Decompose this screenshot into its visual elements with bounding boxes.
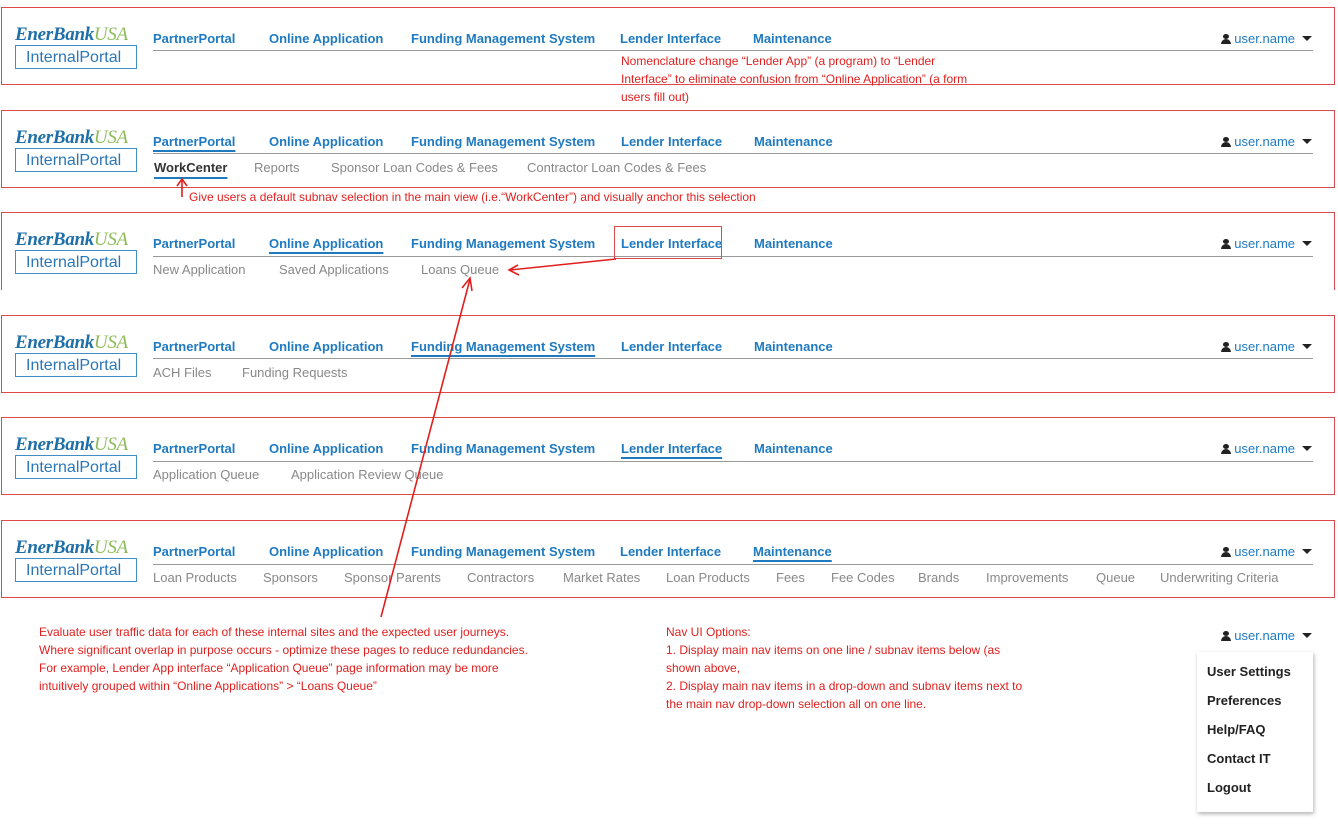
- note-nav-options: Nav UI Options: 1. Display main nav items on one line / subnav items below (as shown above, 2. Display main nav items in a drop-down and subnav items next to the main nav drop-down selection all on one line.: [666, 625, 1023, 711]
- logo-brand-suffix: USA: [93, 127, 128, 148]
- subnav-sponsor-loan-codes[interactable]: Sponsor Loan Codes & Fees: [331, 160, 498, 175]
- logo-brand-suffix: USA: [93, 434, 128, 455]
- nav-partner-portal[interactable]: PartnerPortal: [153, 31, 236, 46]
- nav-funding-management[interactable]: Funding Management System: [411, 441, 596, 456]
- logo-brand-suffix: USA: [93, 229, 128, 250]
- menu-item-contact-it[interactable]: Contact IT: [1207, 751, 1271, 766]
- subnav-new-application[interactable]: New Application: [153, 262, 246, 277]
- subnav-market-rates[interactable]: Market Rates: [563, 570, 641, 585]
- nav-funding-management[interactable]: Funding Management System: [411, 339, 596, 354]
- logo-subtitle: InternalPortal: [15, 148, 137, 172]
- nav-partner-portal[interactable]: PartnerPortal: [153, 134, 236, 149]
- arrow-evaluate-to-loans-queue: [381, 279, 470, 617]
- logo-brand-suffix: USA: [93, 332, 128, 353]
- logo-brand: EnerBank: [15, 229, 94, 250]
- note-evaluate-traffic: Evaluate user traffic data for each of these internal sites and the expected user journeys. Where significant overlap in purpose occurs - optimize these pages to reduce redundancies. For example, Lender App interface “Application Queue” page information may be more intuitively grouped within “Online Applications” > “Loans Queue”: [39, 625, 528, 693]
- subnav-loan-products-2[interactable]: Loan Products: [666, 570, 750, 585]
- nav-online-application[interactable]: Online Application: [269, 339, 384, 354]
- subnav-contractors[interactable]: Contractors: [467, 570, 535, 585]
- logo-brand: EnerBank: [15, 127, 94, 148]
- nav-lender-interface[interactable]: Lender Interface: [621, 339, 723, 354]
- logo-brand: EnerBank: [15, 537, 94, 558]
- menu-item-preferences[interactable]: Preferences: [1207, 693, 1282, 708]
- nav-funding-management[interactable]: Funding Management System: [411, 236, 596, 251]
- nav-partner-portal[interactable]: PartnerPortal: [153, 544, 236, 559]
- nav-maintenance[interactable]: Maintenance: [753, 31, 832, 46]
- nav-lender-interface[interactable]: Lender Interface: [621, 441, 723, 456]
- nav-funding-management[interactable]: Funding Management System: [411, 134, 596, 149]
- nav-online-application[interactable]: Online Application: [269, 134, 384, 149]
- subnav-workcenter[interactable]: WorkCenter: [154, 160, 228, 175]
- nav-lender-interface[interactable]: Lender Interface: [620, 31, 722, 46]
- subnav-improvements[interactable]: Improvements: [986, 570, 1069, 585]
- subnav-application-review-queue[interactable]: Application Review Queue: [291, 467, 444, 482]
- subnav-ach-files[interactable]: ACH Files: [153, 365, 212, 380]
- nav-online-application[interactable]: Online Application: [269, 236, 384, 251]
- subnav-funding-requests[interactable]: Funding Requests: [242, 365, 348, 380]
- nav-lender-interface[interactable]: Lender Interface: [621, 236, 723, 251]
- subnav-fees[interactable]: Fees: [776, 570, 805, 585]
- nav-maintenance[interactable]: Maintenance: [754, 236, 833, 251]
- note-default-subnav: Give users a default subnav selection in the main view (i.e.“WorkCenter”) and visually anchor this selection: [189, 190, 756, 204]
- user-name: user.name: [1234, 544, 1295, 559]
- logo-subtitle: InternalPortal: [15, 45, 137, 69]
- logo-subtitle: InternalPortal: [15, 353, 137, 377]
- logo-subtitle: InternalPortal: [15, 455, 137, 479]
- subnav-sponsors[interactable]: Sponsors: [263, 570, 318, 585]
- nav-online-application[interactable]: Online Application: [269, 441, 384, 456]
- nav-lender-interface[interactable]: Lender Interface: [620, 544, 722, 559]
- subnav-contractor-loan-codes[interactable]: Contractor Loan Codes & Fees: [527, 160, 707, 175]
- user-name: user.name: [1234, 441, 1295, 456]
- nav-maintenance[interactable]: Maintenance: [753, 544, 832, 559]
- nav-partner-portal[interactable]: PartnerPortal: [153, 236, 236, 251]
- user-name: user.name: [1234, 31, 1295, 46]
- nav-funding-management[interactable]: Funding Management System: [411, 544, 596, 559]
- subnav-sponsor-parents[interactable]: Sponsor Parents: [344, 570, 441, 585]
- nav-partner-portal[interactable]: PartnerPortal: [153, 441, 236, 456]
- menu-item-help-faq[interactable]: Help/FAQ: [1207, 722, 1266, 737]
- nav-maintenance[interactable]: Maintenance: [754, 339, 833, 354]
- user-name: user.name: [1234, 339, 1295, 354]
- subnav-fee-codes[interactable]: Fee Codes: [831, 570, 895, 585]
- note-nomenclature: Nomenclature change “Lender App” (a program) to “Lender Interface” to eliminate confusion from “Online Application” (a form users fill out): [621, 54, 968, 104]
- subnav-reports[interactable]: Reports: [254, 160, 300, 175]
- subnav-loans-queue[interactable]: Loans Queue: [421, 262, 500, 277]
- nav-funding-management[interactable]: Funding Management System: [411, 31, 596, 46]
- logo-subtitle: InternalPortal: [15, 250, 137, 274]
- nav-maintenance[interactable]: Maintenance: [754, 441, 833, 456]
- subnav-application-queue[interactable]: Application Queue: [153, 467, 260, 482]
- user-name: user.name: [1234, 134, 1295, 149]
- subnav-underwriting-criteria[interactable]: Underwriting Criteria: [1160, 570, 1279, 585]
- nav-lender-interface[interactable]: Lender Interface: [621, 134, 723, 149]
- nav-online-application[interactable]: Online Application: [269, 31, 384, 46]
- user-name: user.name: [1234, 628, 1295, 643]
- menu-item-logout[interactable]: Logout: [1207, 780, 1252, 795]
- nav-maintenance[interactable]: Maintenance: [754, 134, 833, 149]
- subnav-brands[interactable]: Brands: [918, 570, 960, 585]
- subnav-saved-applications[interactable]: Saved Applications: [279, 262, 389, 277]
- subnav-queue[interactable]: Queue: [1096, 570, 1136, 585]
- subnav-loan-products[interactable]: Loan Products: [153, 570, 237, 585]
- logo-brand-suffix: USA: [93, 24, 128, 45]
- logo-brand: EnerBank: [15, 434, 94, 455]
- user-name: user.name: [1234, 236, 1295, 251]
- nav-partner-portal[interactable]: PartnerPortal: [153, 339, 236, 354]
- logo-brand: EnerBank: [15, 24, 94, 45]
- logo-subtitle: InternalPortal: [15, 558, 137, 582]
- logo-brand-suffix: USA: [93, 537, 128, 558]
- arrow-lender-to-loans-queue: [510, 259, 616, 270]
- logo-brand: EnerBank: [15, 332, 94, 353]
- nav-online-application[interactable]: Online Application: [269, 544, 384, 559]
- menu-item-user-settings[interactable]: User Settings: [1207, 664, 1291, 679]
